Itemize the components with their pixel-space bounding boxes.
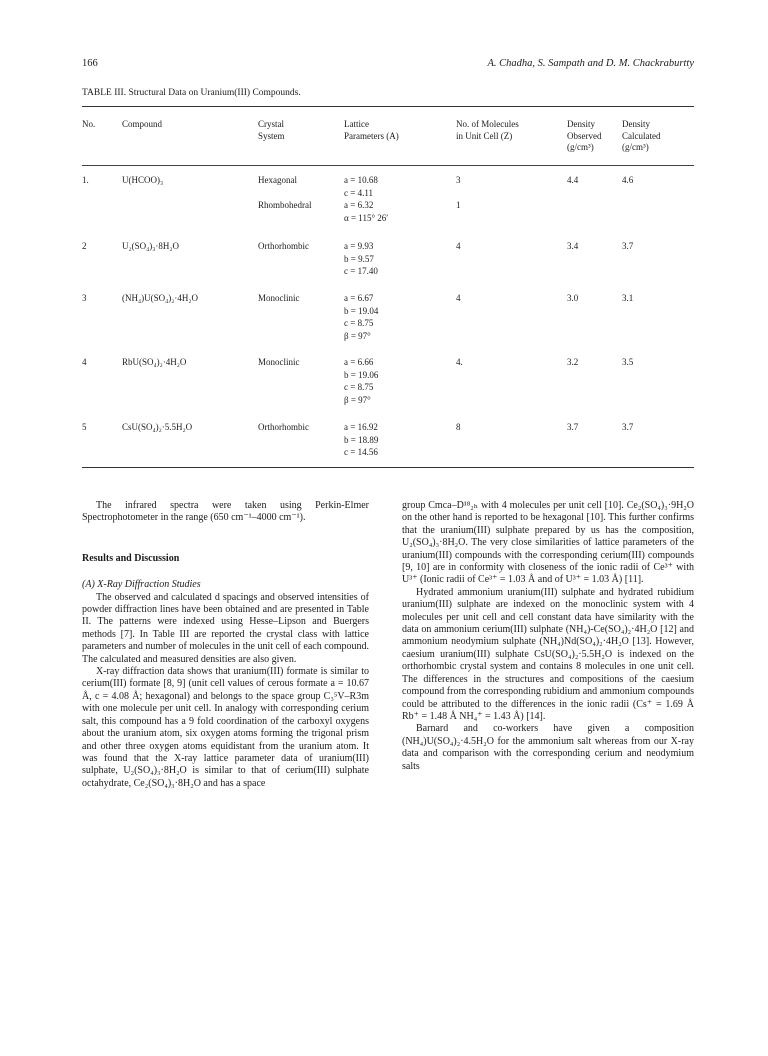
table-header-rule [82,165,694,166]
cell-no: 2 [82,241,87,251]
cell-lattice: a = 6.66 b = 19.06 c = 8.75 β = 97° [344,357,379,405]
cell-molecules: 1 [456,200,461,210]
header-lattice-parameters: Lattice Parameters (A) [344,119,399,141]
cell-no: 3 [82,293,87,303]
cell-compound: U(HCOO)₃ [122,175,164,185]
cell-crystal-system: Orthorhombic [258,422,309,432]
cell-molecules: 4 [456,293,461,303]
cell-density-observed: 3.4 [567,241,579,251]
cell-crystal-system: Hexagonal [258,175,297,185]
intro-paragraph: The infrared spectra were taken using Perkin-Elmer Spectrophotometer in the range (650 cm⁻¹–4000 cm⁻¹). [82,500,369,524]
cell-crystal-system: Monoclinic [258,357,300,367]
header-compound: Compound [122,119,163,129]
running-head-authors: A. Chadha, S. Sampath and D. M. Chackraburtty [487,58,694,69]
header-density-calculated: Density Calculated (g/cm³) [622,119,661,152]
cell-lattice: a = 6.67 b = 19.04 c = 8.75 β = 97° [344,293,379,341]
table-caption: TABLE III. Structural Data on Uranium(III) Compounds. [82,88,301,98]
cell-crystal-system: Orthorhombic [258,241,309,251]
header-molecules-per-cell: No. of Molecules in Unit Cell (Z) [456,119,519,141]
cell-compound: U₂(SO₄)₃·8H₂O [122,241,180,251]
cell-density-calculated: 3.5 [622,357,634,367]
cell-lattice: a = 9.93 b = 9.57 c = 17.40 [344,241,378,276]
cell-molecules: 4. [456,357,463,367]
body-paragraph: Hydrated ammonium uranium(III) sulphate and hydrated rubidium uranium(III) sulphate are indexed on the monoclinic system with 4 molecules per unit cell and cell constant data have similarity with the data on ammonium cerium(III) sulphate (NH₄)-Ce(SO₄)₂·4H₂O [12] and ammonium neodymium sulphate (NH₄)Nd(SO₄)₂·4H₂O [13]. However, caesium uranium(III) sulphate CsU(SO₄)₂·5.5H₂O is indexed on the orthorhombic crystal system and contains 8 molecules in one unit cell. The differences in the structures and compositions of the caesium compound from the corresponding rubidium and ammonium compounds could be attributed to the differences in the ionic radii (Cs⁺ = 1.69 Å Rb⁺ = 1.48 Å NH₄⁺ = 1.43 Å) [14]. [402,586,694,722]
cell-density-calculated: 3.7 [622,241,634,251]
cell-compound: RbU(SO₄)₂·4H₂O [122,357,187,367]
header-no: No. [82,119,96,129]
cell-density-calculated: 4.6 [622,175,634,185]
cell-density-observed: 3.0 [567,293,579,303]
cell-crystal-system: Monoclinic [258,293,300,303]
cell-density-calculated: 3.7 [622,422,634,432]
cell-no: 1. [82,175,89,185]
cell-molecules: 3 [456,175,461,185]
table-top-rule [82,106,694,107]
cell-lattice: a = 16.92 b = 18.89 c = 14.56 [344,422,379,457]
body-paragraph: X-ray diffraction data shows that uranium(III) formate is similar to cerium(III) formate [8, 9] (unit cell values of cerous formate a = 10.67 Å, c = 4.08 Å; hexagonal) and belongs to the space group C₃⁵V–R3m with one molecule per unit cell. In analogy with corresponding cerium salt, this compound has a 9 fold coordination of the carboxyl oxygens about the uranium atom, six oxygen atoms forming the trigonal prism and other three oxygen atoms equidistant from the uranium atom. It was found that the X-ray lattice parameter data of uranium(III) sulphate, U₂(SO₄)₃·8H₂O is similar to that of cerium(III) sulphate octahydrate, Ce₂(SO₄)₃·8H₂O and has a space [82,666,369,789]
cell-no: 4 [82,357,87,367]
header-crystal-system: Crystal System [258,119,285,141]
cell-molecules: 8 [456,422,461,432]
body-paragraph: The observed and calculated d spacings and observed intensities of powder diffraction lines have been obtained and are presented in Table II. The patterns were indexed using Hesse–Lipson and Buergers methods [7]. In Table III are reported the crystal class with lattice parameters and number of molecules in the unit cell of each compound. The calculated and measured densities are also given. [82,591,369,665]
cell-density-observed: 3.7 [567,422,579,432]
cell-molecules: 4 [456,241,461,251]
cell-lattice: a = 10.68 c = 4.11 a = 6.32 α = 115° 26′ [344,175,389,223]
section-heading: Results and Discussion [82,552,180,564]
cell-crystal-system: Rhombohedral [258,200,312,210]
page-number: 166 [82,58,98,69]
right-text-column [402,500,694,773]
cell-no: 5 [82,422,87,432]
left-text-column [82,500,369,790]
cell-compound: (NH₄)U(SO₄)₂·4H₂O [122,293,199,303]
cell-density-observed: 3.2 [567,357,579,367]
cell-density-calculated: 3.1 [622,293,634,303]
body-paragraph: Barnard and co-workers have given a composition (NH₄)U(SO₄)₂·4.5H₂O for the ammonium salt whereas from our X-ray data and comparison with the corresponding cerium and neodymium salts [402,723,694,772]
table-bottom-rule [82,467,694,468]
subsection-heading: (A) X-Ray Diffraction Studies [82,579,201,591]
header-density-observed: Density Observed (g/cm³) [567,119,602,152]
body-paragraph: group Cmca–D¹⁸₂ₕ with 4 molecules per unit cell [10]. Ce₂(SO₄)₃·9H₂O on the other hand is reported to be hexagonal [10]. This further confirms that the uranium(III) sulphate prepared by us has the composition, U₂(SO₄)₃·8H₂O. The very close similarities of lattice parameters of the uranium(III) compounds with the corresponding cerium(III) compounds [9, 10] are in conformity with closeness of the ionic radii of Ce³⁺ with U³⁺ (Ionic radii of Ce³⁺ = 1.03 Å and of U³⁺ = 1.03 Å) [11]. [402,500,694,586]
running-head [82,58,694,74]
cell-density-observed: 4.4 [567,175,579,185]
cell-compound: CsU(SO₄)₂·5.5H₂O [122,422,193,432]
